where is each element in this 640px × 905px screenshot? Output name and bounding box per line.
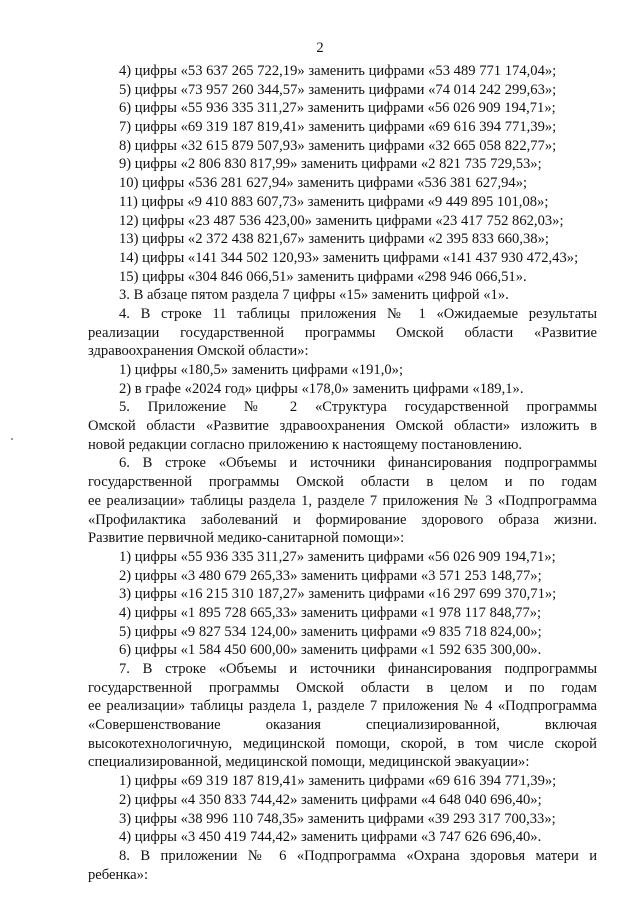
text-line: 6) цифры «1 584 450 600,00» заменить цифрами «1 592 635 300,00».: [119, 642, 542, 659]
text-line: 1) цифры «55 936 335 311,27» заменить цифрами «56 026 909 194,71»;: [119, 548, 556, 565]
text-line: 4. В строке 11 таблицы приложения № 1 «Ожидаемые результаты: [119, 305, 597, 322]
text-line: ребенка»:: [88, 866, 148, 883]
text-line: 4) цифры «3 450 419 744,42» заменить цифрами «3 747 626 696,40».: [119, 829, 542, 846]
text-line: «Профилактика заболеваний и формирование здорового образа жизни.: [88, 511, 597, 528]
text-line: 5) цифры «73 957 260 344,57» заменить цифрами «74 014 242 299,63»;: [119, 81, 557, 98]
text-line: 5. Приложение № 2 «Структура государственной программы: [119, 399, 597, 416]
text-line: 15) цифры «304 846 066,51» заменить цифрами «298 946 066,51».: [119, 268, 527, 285]
text-line: ее реализации» таблицы раздела 1, разделе 7 приложения № 3 «Подпрограмма: [88, 492, 597, 509]
text-line: 3) цифры «16 215 310 187,27» заменить цифрами «16 297 699 370,71»;: [119, 586, 557, 603]
text-line: 8) цифры «32 615 879 507,93» заменить цифрами «32 665 058 822,77»;: [119, 137, 557, 154]
text-line: 3) цифры «38 996 110 748,35» заменить цифрами «39 293 317 700,33»;: [119, 810, 556, 827]
text-line: 7) цифры «69 319 187 819,41» заменить цифрами «69 616 394 771,39»;: [119, 119, 557, 136]
text-line: 14) цифры «141 344 502 120,93» заменить цифрами «141 437 930 472,43»;: [119, 249, 579, 266]
text-line: 11) цифры «9 410 883 607,73» заменить цифрами «9 449 895 101,08»;: [119, 193, 549, 210]
text-line: новой редакции согласно приложению к настоящему постановлению.: [88, 436, 523, 453]
text-line: 1) цифры «69 319 187 819,41» заменить цифрами «69 616 394 771,39»;: [119, 773, 557, 790]
text-line: 9) цифры «2 806 830 817,99» заменить цифрами «2 821 735 729,53»;: [119, 156, 542, 173]
text-line: 7. В строке «Объемы и источники финансирования подпрограммы: [119, 661, 597, 677]
text-line: ее реализации» таблицы раздела 1, разделе 7 приложения № 4 «Подпрограмма: [88, 698, 597, 715]
scan-artifact-dot: [11, 438, 13, 440]
text-line: 12) цифры «23 487 536 423,00» заменить цифрами «23 417 752 862,03»;: [119, 212, 564, 229]
text-line: 13) цифры «2 372 438 821,67» заменить цифрами «2 395 833 660,38»;: [119, 231, 549, 248]
text-line: 2) в графе «2024 год» цифры «178,0» заменить цифрами «189,1».: [119, 380, 524, 397]
text-line: 6. В строке «Объемы и источники финансирования подпрограммы: [119, 455, 597, 472]
text-line: государственной программы Омской области в целом и по годам: [88, 679, 597, 696]
text-line: 6) цифры «55 936 335 311,27» заменить цифрами «56 026 909 194,71»;: [119, 100, 556, 117]
text-line: 4) цифры «53 637 265 722,19» заменить цифрами «53 489 771 174,04»;: [119, 63, 557, 79]
text-line: государственной программы Омской области в целом и по годам: [88, 474, 597, 491]
text-line: высокотехнологичную, медицинской помощи, скорой, в том числе скорой: [88, 735, 597, 752]
text-line: 2) цифры «3 480 679 265,33» заменить цифрами «3 571 253 148,77»;: [119, 567, 542, 584]
text-line: реализации государственной программы Омской области «Развитие: [88, 324, 597, 341]
text-line: 4) цифры «1 895 728 665,33» заменить цифрами «1 978 117 848,77»;: [119, 604, 542, 621]
page-number: 2: [316, 40, 324, 56]
text-line: 8. В приложении № 6 «Подпрограмма «Охрана здоровья матери и: [119, 847, 597, 864]
text-line: 10) цифры «536 281 627,94» заменить цифрами «536 381 627,94»;: [119, 175, 528, 192]
text-line: 1) цифры «180,5» заменить цифрами «191,0»;: [119, 362, 403, 378]
text-line: 5) цифры «9 827 534 124,00» заменить цифрами «9 835 718 824,00»;: [119, 623, 542, 640]
text-line: Омской области «Развитие здравоохранения Омской области» изложить в: [88, 418, 597, 435]
text-line: специализированной, медицинской помощи, медицинской эвакуации»:: [88, 754, 530, 771]
text-line: здравоохранения Омской области»:: [88, 343, 309, 360]
text-line: «Совершенствование оказания специализированной, включая: [88, 717, 597, 734]
text-line: Развитие первичной медико-санитарной помощи»:: [88, 530, 405, 547]
text-line: 3. В абзаце пятом раздела 7 цифры «15» заменить цифрой «1».: [119, 287, 509, 304]
text-line: 2) цифры «4 350 833 744,42» заменить цифрами «4 648 040 696,40»;: [119, 791, 542, 808]
document-body: [88, 62, 597, 884]
